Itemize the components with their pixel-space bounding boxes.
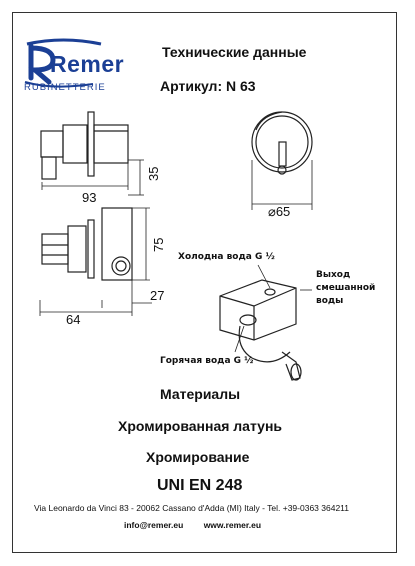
front-view-drawing bbox=[252, 112, 312, 210]
footer-website[interactable]: www.remer.eu bbox=[203, 520, 262, 530]
footer-address: Via Leonardo da Vinci 83 - 20062 Cassano d'Adda (MI) Italy - Tel. +39-0363 364211 bbox=[34, 503, 349, 513]
brand-subtitle: RUBINETTERIE bbox=[24, 82, 106, 93]
dim-side-height: 35 bbox=[146, 166, 161, 181]
hot-water-label: Горячая вода G ½ bbox=[160, 356, 254, 366]
dim-front-width: 64 bbox=[66, 312, 81, 327]
outlet-label-line2: смешанной bbox=[316, 283, 376, 293]
footer-contacts bbox=[124, 520, 279, 530]
dim-front-depth: 27 bbox=[150, 288, 165, 303]
side-view-drawing bbox=[41, 112, 128, 179]
dim-front-height: 75 bbox=[151, 237, 166, 252]
brand-name: Remer bbox=[50, 51, 125, 77]
outlet-label-line3: воды bbox=[316, 296, 344, 306]
dim-side-width: 93 bbox=[82, 190, 97, 205]
outlet-label-line1: Выход bbox=[316, 270, 351, 280]
cold-water-label: Холодна вода G ½ bbox=[178, 252, 275, 262]
material-value: Хромированная латунь bbox=[118, 418, 283, 434]
page-title: Технические данные bbox=[162, 44, 307, 60]
materials-heading: Материалы bbox=[160, 386, 241, 402]
finish-value: Хромирование bbox=[146, 449, 250, 465]
section-view-drawing bbox=[42, 208, 132, 280]
standard-value: UNI EN 248 bbox=[157, 477, 243, 494]
footer-email[interactable]: info@remer.eu bbox=[124, 520, 184, 530]
article-number: Артикул: N 63 bbox=[160, 78, 256, 94]
dim-front-diameter: ⌀65 bbox=[268, 204, 291, 219]
